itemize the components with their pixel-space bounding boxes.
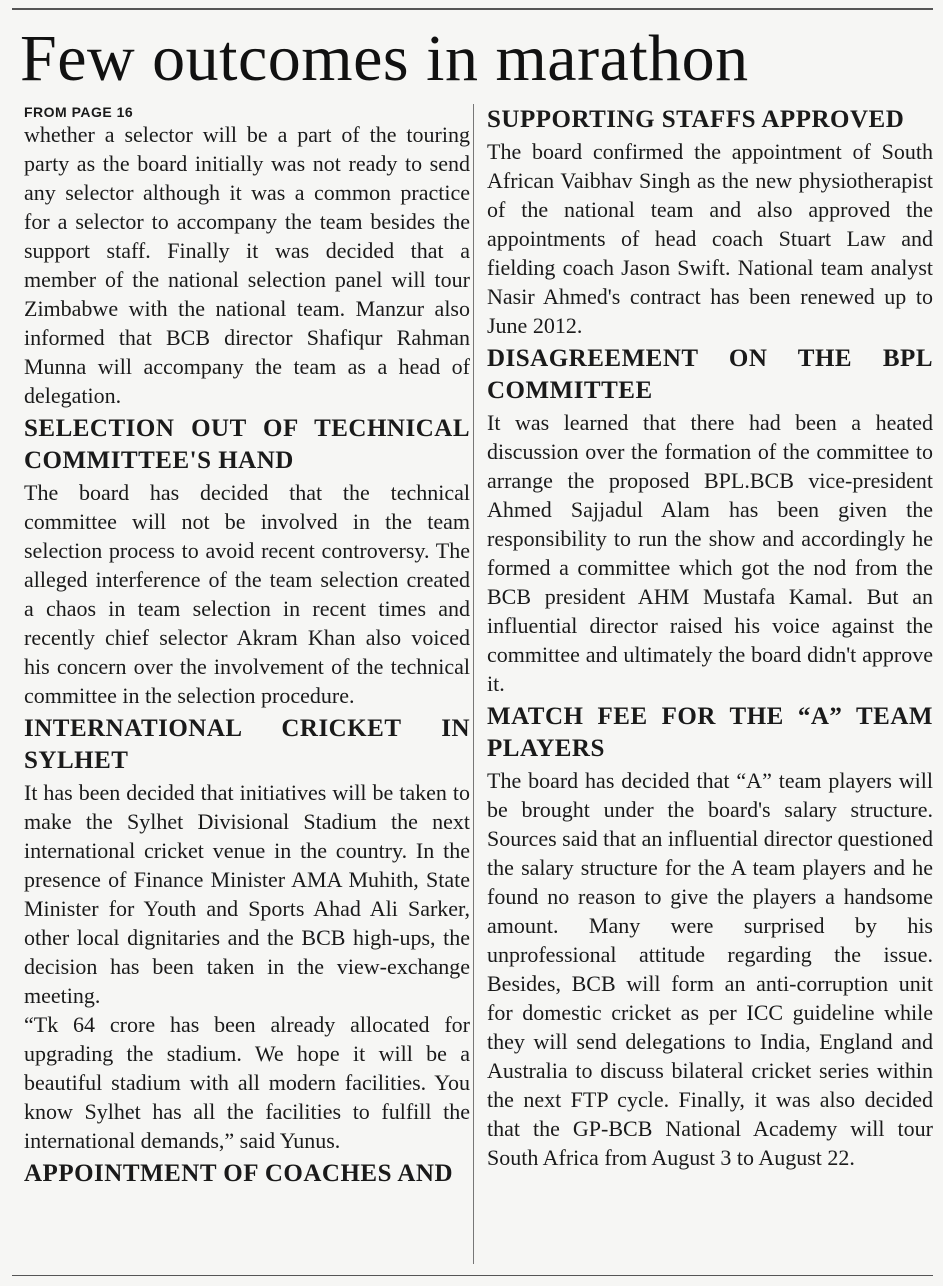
section-body-sylhet: It has been decided that initiatives will be taken to make the Sylhet Divisional Stadium the next international cricket venue in the country. In the presence of Finance Minister AMA Muhith, State Minister for Youth and Sports Ahad Ali Sarker, other local dignitaries and the BCB high-ups, the decision has been taken in the view-exchange meeting. xyxy=(24,780,470,1008)
headline: Few outcomes in marathon xyxy=(20,22,749,95)
column-divider xyxy=(473,104,474,1264)
section-quote-sylhet: “Tk 64 crore has been already allocated for upgrading the stadium. We hope it will be a beautiful stadium with all modern facilities. You know Sylhet has all the facilities to fulfill the international demands,” said Yunus. xyxy=(24,1012,470,1153)
bottom-rule xyxy=(12,1275,933,1276)
intro-paragraph: whether a selector will be a part of the touring party as the board initially was not ready to send any selector although it was a common practice for a selector to accompany the team besides the support staff. Finally it was decided that a member of the national selection panel will tour Zimbabwe with the national team. Manzur also informed that BCB director Shafiqur Rahman Munna will accompany the team as a head of delegation. xyxy=(24,122,470,408)
section-head-sylhet: INTERNATIONAL CRICKET IN SYLHET xyxy=(24,715,470,774)
top-rule xyxy=(12,8,933,10)
from-page-label: FROM PAGE 16 xyxy=(24,104,134,120)
section-head-selection: SELECTION OUT OF TECHNICAL COMMITTEE'S HAND xyxy=(24,415,470,474)
section-head-coaches-cont: SUPPORTING STAFFS APPROVED xyxy=(487,106,905,133)
right-column xyxy=(487,104,933,1172)
section-head-bpl: DISAGREEMENT ON THE BPL COMMITTEE xyxy=(487,345,933,404)
section-head-coaches: APPOINTMENT OF COACHES AND xyxy=(24,1160,454,1187)
section-body-match-fee: The board has decided that “A” team players will be brought under the board's salary structure. Sources said that an influential director questioned the salary structure for the A team players and he found no reason to give the players a handsome amount. Many were surprised by his unprofessional attitude regarding the issue. Besides, BCB will form an anti-corruption unit for domestic cricket as per ICC guideline while they will send delegations to India, England and Australia to discuss bilateral cricket series within the next FTP cycle. Finally, it was also decided that the GP-BCB National Academy will tour South Africa from August 3 to August 22. xyxy=(487,768,933,1170)
section-body-bpl: It was learned that there had been a heated discussion over the formation of the committee to arrange the proposed BPL.BCB vice-president Ahmed Sajjadul Alam has been given the responsibility to run the show and accordingly he formed a committee which got the nod from the BCB president AHM Mustafa Kamal. But an influential director raised his voice against the committee and ultimately the board didn't approve it. xyxy=(487,410,933,696)
section-body-coaches: The board confirmed the appointment of South African Vaibhav Singh as the new physiotherapist of the national team and also approved the appointments of head coach Stuart Law and fielding coach Jason Swift. National team analyst Nasir Ahmed's contract has been renewed up to June 2012. xyxy=(487,139,933,338)
left-column xyxy=(24,104,470,1191)
section-body-selection: The board has decided that the technical committee will not be involved in the team selection process to avoid recent controversy. The alleged interference of the team selection created a chaos in team selection in recent times and recently chief selector Akram Khan also voiced his concern over the involvement of the technical committee in the selection procedure. xyxy=(24,480,470,708)
section-head-match-fee: MATCH FEE FOR THE “A” TEAM PLAYERS xyxy=(487,703,933,762)
